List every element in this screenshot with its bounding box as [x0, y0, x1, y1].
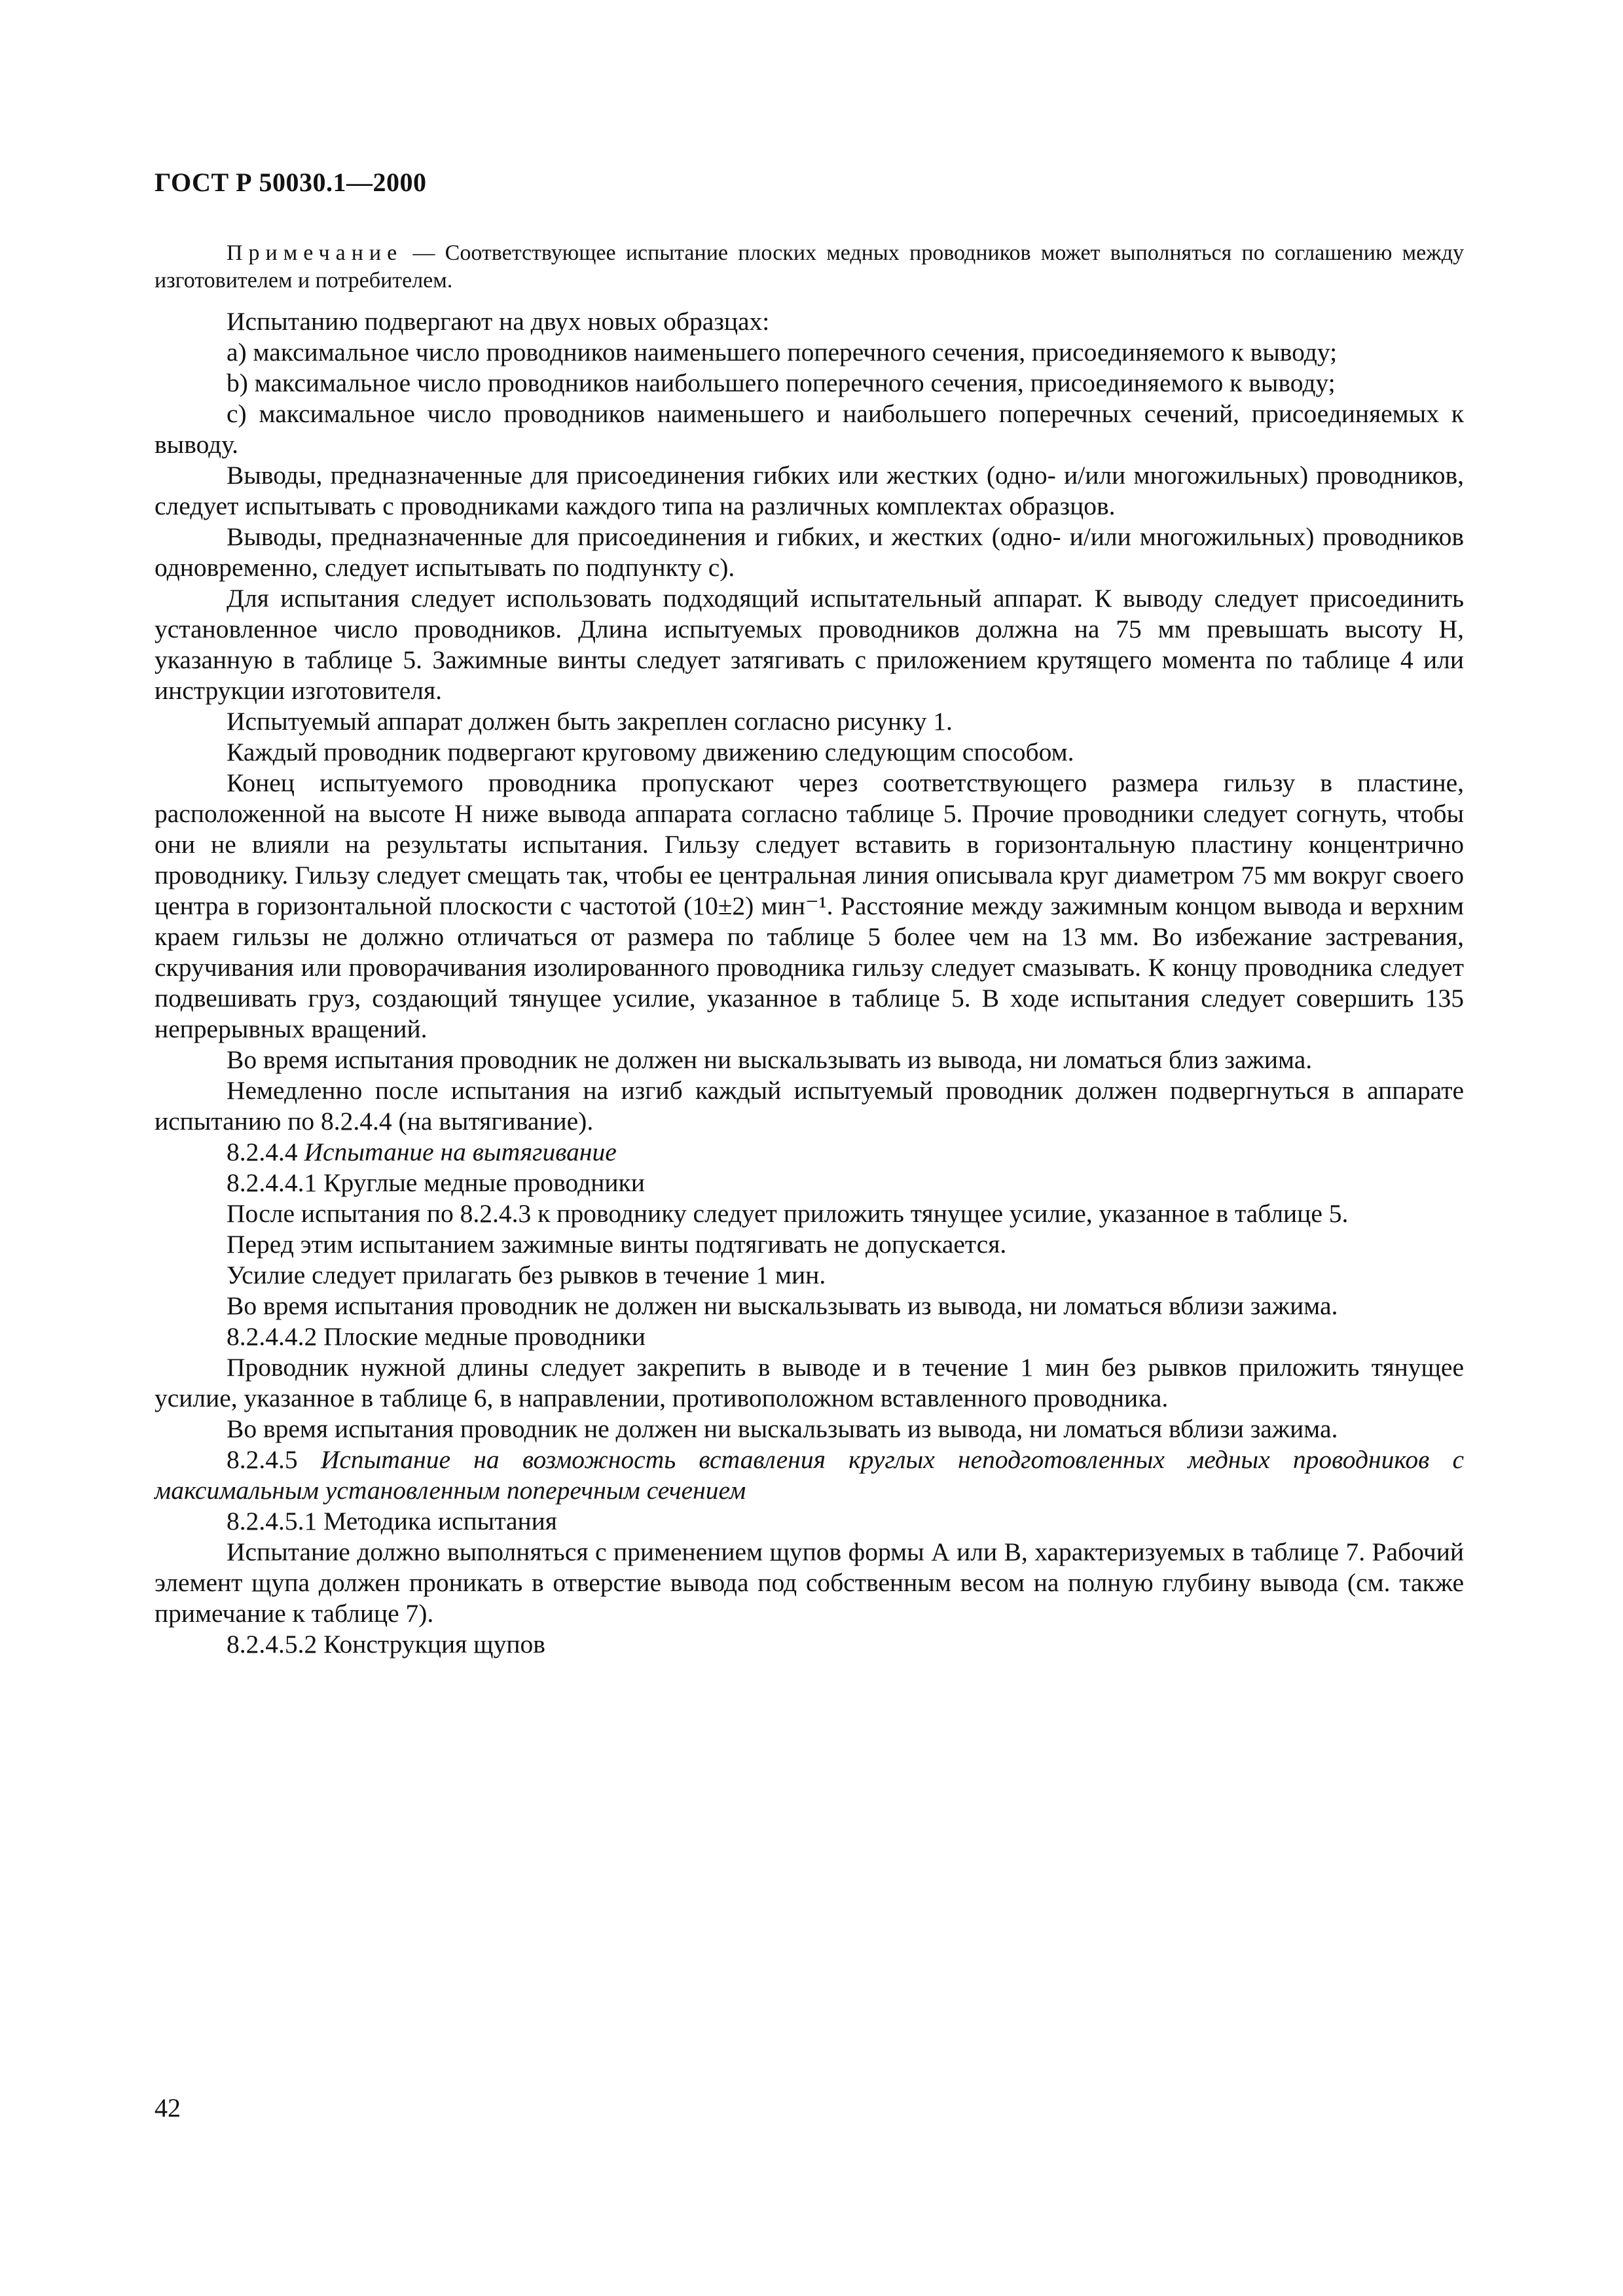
note-paragraph [155, 240, 1464, 295]
subsection-heading-8-2-4-5-1: 8.2.4.5.1 Методика испытания [227, 1507, 557, 1535]
section-title: Испытание на вытягивание [304, 1138, 617, 1166]
section-heading-8-2-4-5 [155, 1444, 1464, 1506]
paragraph: Испытание должно выполняться с применением щупов формы А или В, характеризуемых в таблице 7. Рабочий элемент щупа должен проникать в отверстие вывода под собственным весом на полную глубину вывода (см. также примечание к таблице 7). [155, 1537, 1464, 1628]
subsection-heading-8-2-4-4-2: 8.2.4.4.2 Плоские медные проводники [227, 1322, 646, 1351]
paragraph: Испытанию подвергают на двух новых образцах: [227, 307, 770, 336]
section-heading-8-2-4-4 [155, 1137, 1464, 1168]
paragraph: Перед этим испытанием зажимные винты подтягивать не допускается. [227, 1230, 1007, 1259]
paragraph: Для испытания следует использовать подходящий испытательный аппарат. К выводу следует присоединить установленное число проводников. Длина испытуемых проводников должна на 75 мм превышать высоту Н, указанную в таблице 5. Зажимные винты следует затягивать с приложением крутящего момента по таблице 4 или инструкции изготовителя. [155, 584, 1464, 705]
note-label: Примечание [227, 241, 403, 265]
list-item-b: b) максимальное число проводников наибольшего поперечного сечения, присоединяемого к выводу; [227, 368, 1336, 397]
paragraph: Во время испытания проводник не должен ни выскальзывать из вывода, ни ломаться вблизи зажима. [227, 1414, 1338, 1443]
paragraph: Во время испытания проводник не должен ни выскальзывать из вывода, ни ломаться вблизи зажима. [227, 1291, 1338, 1320]
paragraph: Усилие следует прилагать без рывков в течение 1 мин. [227, 1261, 826, 1289]
page-number: 42 [155, 2093, 181, 2123]
section-number: 8.2.4.4 [227, 1138, 304, 1166]
paragraph: Во время испытания проводник не должен ни выскальзывать из вывода, ни ломаться близ зажима. [227, 1045, 1313, 1074]
paragraph: Выводы, предназначенные для присоединения гибких или жестких (одно- и/или многожильных) проводников, следует испытывать с проводниками каждого типа на различных комплектах образцов. [155, 461, 1464, 520]
note-text: — Соответствующее испытание плоских медных проводников может выполняться по соглашению между изготовителем и потребителем. [155, 241, 1464, 293]
paragraph: Немедленно после испытания на изгиб каждый испытуемый проводник должен подвергнуться в аппарате испытанию по 8.2.4.4 (на вытягивание). [155, 1076, 1464, 1136]
document-body [155, 240, 1464, 1660]
paragraph: Каждый проводник подвергают круговому движению следующим способом. [227, 738, 1074, 766]
list-item-c: с) максимальное число проводников наименьшего и наибольшего поперечных сечений, присоединяемых к выводу. [155, 399, 1464, 459]
paragraph: Испытуемый аппарат должен быть закреплен согласно рисунку 1. [227, 707, 953, 736]
section-number: 8.2.4.5 [227, 1445, 321, 1474]
paragraph: Выводы, предназначенные для присоединения и гибких, и жестких (одно- и/или многожильных) проводников одновременно, следует испытывать по подпункту с). [155, 522, 1464, 582]
paragraph: Проводник нужной длины следует закрепить в выводе и в течение 1 мин без рывков приложить тянущее усилие, указанное в таблице 6, в направлении, противоположном вставленного проводника. [155, 1353, 1464, 1412]
subsection-heading-8-2-4-4-1: 8.2.4.4.1 Круглые медные проводники [227, 1168, 645, 1197]
document-header: ГОСТ Р 50030.1—2000 [155, 168, 427, 197]
paragraph: Конец испытуемого проводника пропускают через соответствующего размера гильзу в пластине, расположенной на высоте Н ниже вывода аппарата согласно таблице 5. Прочие проводники следует согнуть, чтобы они не влияли на результаты испытания. Гильзу следует вставить в горизонтальную пластину концентрично проводнику. Гильзу следует смещать так, чтобы ее центральная линия описывала круг диаметром 75 мм вокруг своего центра в горизонтальной плоскости с частотой (10±2) мин⁻¹. Расстояние между зажимным концом вывода и верхним краем гильзы не должно отличаться от размера по таблице 5 более чем на 13 мм. Во избежание застревания, скручивания или проворачивания изолированного проводника гильзу следует смазывать. К концу проводника следует подвешивать груз, создающий тянущее усилие, указанное в таблице 5. В ходе испытания следует совершить 135 непрерывных вращений. [155, 768, 1464, 1043]
list-item-a: а) максимальное число проводников наименьшего поперечного сечения, присоединяемого к выводу; [227, 338, 1338, 367]
subsection-heading-8-2-4-5-2: 8.2.4.5.2 Конструкция щупов [227, 1630, 545, 1659]
paragraph: После испытания по 8.2.4.3 к проводнику следует приложить тянущее усилие, указанное в таблице 5. [227, 1199, 1349, 1228]
section-title: Испытание на возможность вставления круглых неподготовленных медных проводников с максимальным установленным поперечным сечением [155, 1445, 1464, 1505]
